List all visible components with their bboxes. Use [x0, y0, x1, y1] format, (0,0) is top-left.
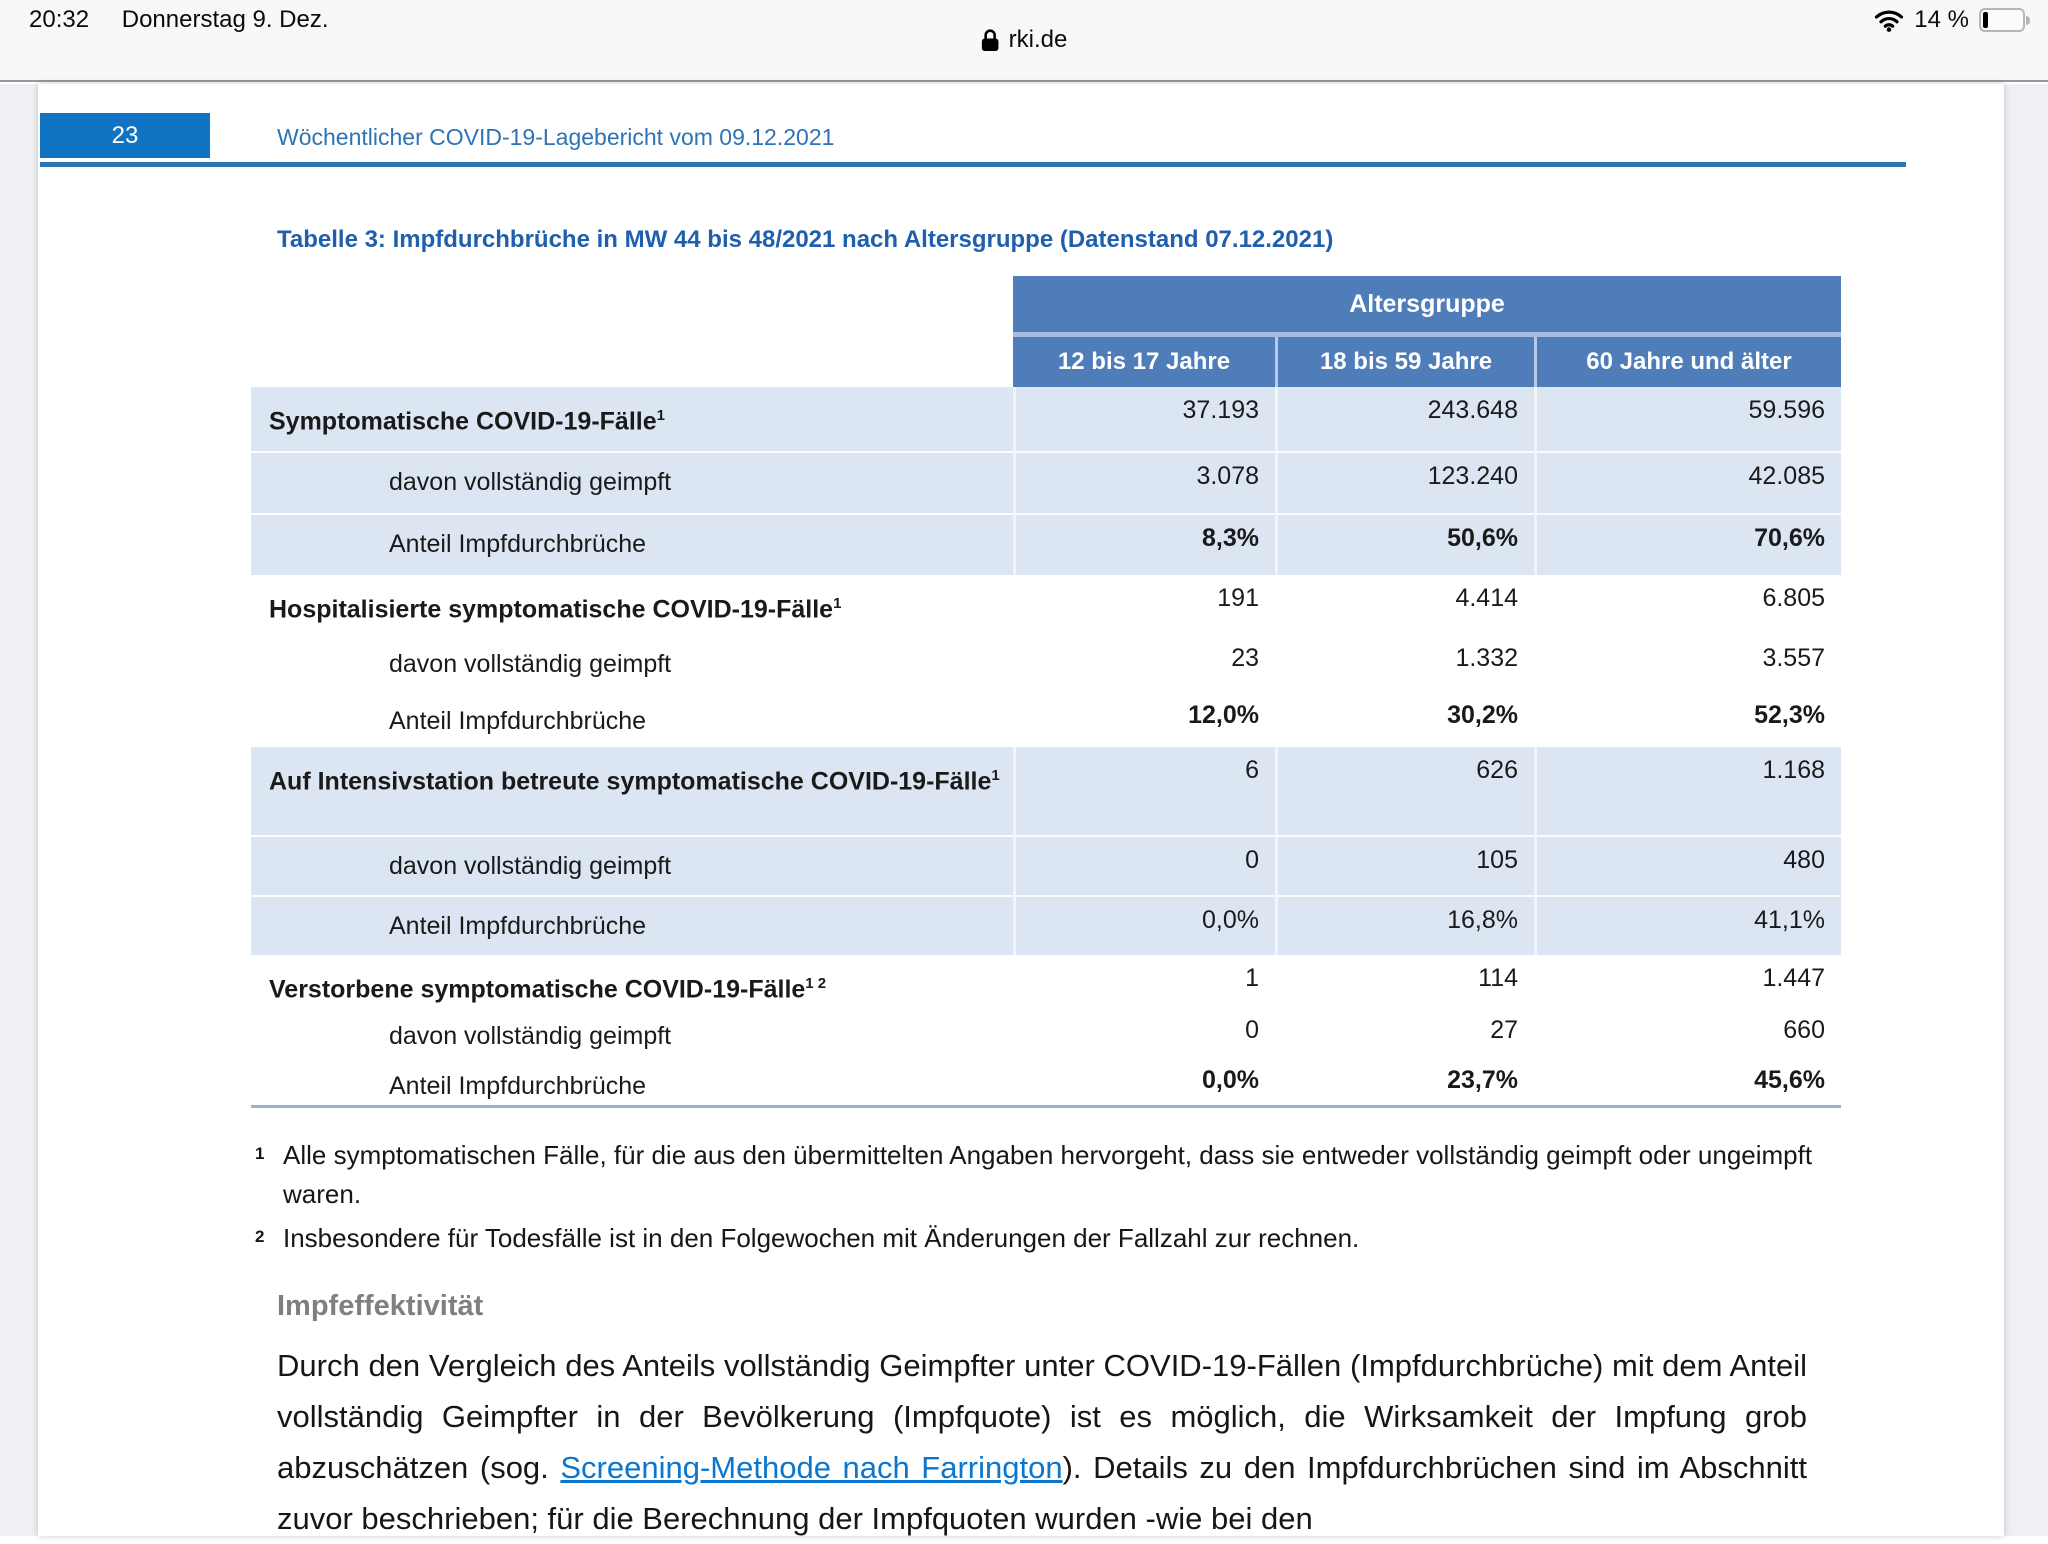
safari-address-bar[interactable]	[981, 26, 1068, 54]
footnote-marker: 2	[255, 1227, 265, 1246]
table-value-cell: 105	[1275, 835, 1534, 895]
row-label-text: Anteil Impfdurchbrüche	[389, 530, 647, 558]
table-value-cell: 3.557	[1534, 633, 1841, 690]
table-corner-blank	[251, 337, 1013, 387]
table-row-label	[251, 955, 1013, 1005]
table-row-label	[251, 513, 1013, 575]
footnote-marker: 1	[656, 407, 665, 424]
row-label-text: davon vollständig geimpft	[389, 1022, 672, 1050]
browser-chrome	[0, 0, 2048, 82]
battery-fill	[1983, 12, 1988, 28]
table-value-cell: 23,7%	[1275, 1055, 1534, 1105]
table-value-cell: 4.414	[1275, 575, 1534, 633]
footnote-marker: 1	[991, 767, 1000, 784]
row-label-text: davon vollständig geimpft	[389, 852, 672, 880]
url-text: rki.de	[1008, 26, 1068, 53]
section-heading: Impfeffektivität	[277, 1290, 484, 1322]
clock-time: 20:32	[29, 6, 90, 33]
table-row-label	[251, 690, 1013, 747]
pdf-viewer-scroll-area[interactable]	[0, 84, 2048, 1536]
table-value-cell: 1	[1013, 955, 1275, 1005]
table-value-cell: 23	[1013, 633, 1275, 690]
status-date: Donnerstag 9. Dez.	[121, 6, 329, 33]
battery-nub	[2026, 16, 2030, 25]
row-label-text: davon vollständig geimpft	[389, 468, 672, 496]
header-divider	[40, 162, 1906, 167]
lock-icon	[981, 28, 1000, 53]
pdf-page	[38, 84, 2004, 1536]
table-row-label	[251, 747, 1013, 835]
table-value-cell: 0,0%	[1013, 895, 1275, 955]
table-row-label	[251, 633, 1013, 690]
table-column-header: 60 Jahre und älter	[1534, 337, 1841, 387]
table-value-cell: 626	[1275, 747, 1534, 835]
table-value-cell: 6	[1013, 747, 1275, 835]
row-label-text: Anteil Impfdurchbrüche	[389, 707, 647, 735]
table-value-cell: 1.447	[1534, 955, 1841, 1005]
row-label-text: davon vollständig geimpft	[389, 650, 672, 678]
table-corner-blank	[251, 276, 1013, 337]
table-value-cell: 114	[1275, 955, 1534, 1005]
table-value-cell: 52,3%	[1534, 690, 1841, 747]
table-value-cell: 41,1%	[1534, 895, 1841, 955]
paragraph-text-after: ). Details zu den Impfdurchbrüchen sind im Abschnitt zuvor beschrieben; für die Berechnung der Impfquoten wurden -wie bei den	[277, 1450, 1808, 1536]
table-value-cell: 27	[1275, 1005, 1534, 1055]
table-group-header: Altersgruppe	[1013, 276, 1841, 337]
vaccine-breakthrough-table	[251, 276, 1841, 1108]
row-label-text: Hospitalisierte symptomatische COVID-19-Fälle	[269, 595, 834, 624]
footnote-text: Insbesondere für Todesfälle ist in den Folgewochen mit Änderungen der Fallzahl zur rechnen.	[283, 1223, 1360, 1253]
table-value-cell: 1.332	[1275, 633, 1534, 690]
table-row-label	[251, 835, 1013, 895]
table-value-cell: 191	[1013, 575, 1275, 633]
table-value-cell: 480	[1534, 835, 1841, 895]
table-row-label	[251, 1005, 1013, 1055]
table-row-label	[251, 895, 1013, 955]
footnote-marker: 1	[255, 1144, 265, 1163]
table-caption: Tabelle 3: Impfdurchbrüche in MW 44 bis 48/2021 nach Altersgruppe (Datenstand 07.12.2021)	[277, 226, 1334, 253]
row-label-text: Auf Intensivstation betreute symptomatische COVID-19-Fälle	[269, 767, 992, 796]
table-value-cell: 45,6%	[1534, 1055, 1841, 1105]
table-value-cell: 30,2%	[1275, 690, 1534, 747]
footnotes	[251, 1136, 1831, 1263]
table-column-header: 18 bis 59 Jahre	[1275, 337, 1534, 387]
page-number-badge: 23	[40, 113, 210, 158]
paragraph-text-before: Durch den Vergleich des Anteils vollständig Geimpfter unter COVID-19-Fällen (Impfdurchbrüche) mit dem Anteil vollständig Geimpfter in der Bevölkerung (Impfquote) ist es möglich, die Wirksamkeit der Impfung grob abzuschätzen (sog.	[277, 1348, 1807, 1485]
table-value-cell: 8,3%	[1013, 513, 1275, 575]
row-label-text: Symptomatische COVID-19-Fälle	[269, 407, 657, 436]
row-label-text: Verstorbene symptomatische COVID-19-Fälle	[269, 975, 806, 1004]
status-bar-left	[29, 6, 329, 34]
table-value-cell: 0,0%	[1013, 1055, 1275, 1105]
table-row-label	[251, 575, 1013, 633]
table-value-cell: 42.085	[1534, 451, 1841, 513]
footnote-marker: 1 2	[805, 975, 827, 992]
table-value-cell: 243.648	[1275, 387, 1534, 451]
table-column-header: 12 bis 17 Jahre	[1013, 337, 1275, 387]
table-value-cell: 3.078	[1013, 451, 1275, 513]
table-row-label	[251, 451, 1013, 513]
table-row-label	[251, 1055, 1013, 1105]
footnote-text: Alle symptomatischen Fälle, für die aus den übermittelten Angaben hervorgeht, dass sie entweder vollständig geimpft oder ungeimpft waren.	[283, 1140, 1813, 1209]
footnote	[251, 1219, 1831, 1258]
table-value-cell: 1.168	[1534, 747, 1841, 835]
table-value-cell: 660	[1534, 1005, 1841, 1055]
table-value-cell: 0	[1013, 1005, 1275, 1055]
farrington-method-link[interactable]: Screening-Methode nach Farrington	[560, 1450, 1063, 1485]
report-header-title: Wöchentlicher COVID-19-Lagebericht vom 09.12.2021	[277, 124, 835, 150]
table-value-cell: 59.596	[1534, 387, 1841, 451]
table-row-label	[251, 387, 1013, 451]
table-value-cell: 50,6%	[1275, 513, 1534, 575]
table-value-cell: 123.240	[1275, 451, 1534, 513]
row-label-text: Anteil Impfdurchbrüche	[389, 1072, 647, 1100]
row-label-text: Anteil Impfdurchbrüche	[389, 912, 647, 940]
status-bar-right	[1874, 6, 2030, 34]
table-value-cell: 12,0%	[1013, 690, 1275, 747]
footnote	[251, 1136, 1831, 1214]
battery-percent: 14 %	[1914, 6, 1969, 33]
table-value-cell: 6.805	[1534, 575, 1841, 633]
table-value-cell: 37.193	[1013, 387, 1275, 451]
table-value-cell: 70,6%	[1534, 513, 1841, 575]
table-value-cell: 0	[1013, 835, 1275, 895]
battery-icon	[1979, 8, 2030, 32]
footnote-marker: 1	[833, 595, 842, 612]
table-value-cell: 16,8%	[1275, 895, 1534, 955]
body-paragraph	[277, 1340, 1807, 1544]
wifi-icon	[1874, 9, 1904, 32]
